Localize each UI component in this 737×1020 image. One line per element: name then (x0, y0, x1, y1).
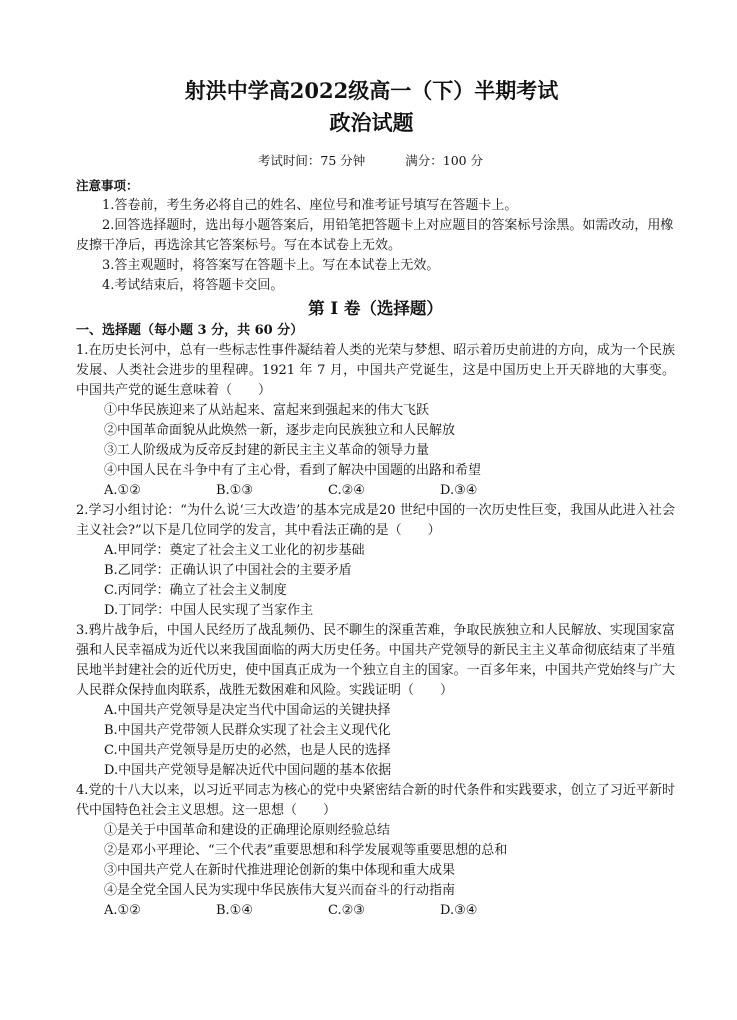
answer-choice: D.③④ (440, 903, 478, 918)
question-stem: 2.学习小组讨论：“为什么说‘三大改造’的基本完成是20 世纪中国的一次历史性巨变，我国从此进入社会主义社会?”以下是几位同学的发言，其中看法正确的是（ ） (76, 503, 675, 538)
question-option: A.中国共产党领导是决定当代中国命运的关键抉择 (104, 703, 391, 718)
question-option: D.中国共产党领导是解决近代中国问题的基本依据 (104, 763, 392, 778)
question-stem: 4.党的十八大以来，以习近平同志为核心的党中央紧密结合新的时代条件和实践要求，创立了习近平新时代中国特色社会主义思想。这一思想（ ） (76, 783, 675, 818)
notice-item: 4.考试结束后，将答题卡交回。 (102, 278, 284, 293)
question-option: ④是全党全国人民为实现中华民族伟大复兴而奋斗的行动指南 (104, 883, 456, 898)
question-option: ①是关于中国革命和建设的正确理论原则经验总结 (104, 823, 391, 838)
question-option: A.甲同学：奠定了社会主义工业化的初步基础 (104, 543, 365, 558)
question-option: C.丙同学：确立了社会主义制度 (104, 583, 287, 598)
answer-choices (104, 901, 675, 921)
section-title: 一、选择题（每小题 3 分，共 60 分） (76, 323, 304, 338)
question-stem: 3.鸦片战争后，中国人民经历了战乱频仍、民不聊生的深重苦难，争取民族独立和人民解放、实现国家富强和人民幸福成为近代以来我国面临的两大历史任务。中国共产党领导的新民主主义革命彻底结束了半殖民地半封建社会的近代历史，使中国真正成为一个独立自主的国家。一百多年来，中国共产党始终与广大人民群众保持血肉联系，战胜无数困难和风险。实践证明（ ） (76, 623, 675, 698)
answer-choice: D.③④ (440, 483, 478, 498)
question-stem: 1.在历史长河中，总有一些标志性事件凝结着人类的光荣与梦想、昭示着历史前进的方向，成为一个民族发展、人类社会进步的里程碑。1921 年 7 月，中国共产党诞生，这是中国历史上开天辟地的大事变。中国共产党的诞生意味着（ ） (76, 343, 675, 398)
notice-item: 1.答卷前，考生务必将自己的姓名、座位号和准考证号填写在答题卡上。 (102, 198, 518, 213)
exam-meta (66, 152, 675, 170)
question-option: ①中华民族迎来了从站起来、富起来到强起来的伟大飞跃 (104, 403, 430, 418)
question-option: ④中国人民在斗争中有了主心骨，看到了解决中国题的出路和希望 (104, 463, 482, 478)
question-option: ③工人阶级成为反帝反封建的新民主主义革命的领导力量 (104, 443, 430, 458)
answer-choice: B.①③ (216, 483, 253, 498)
notice-item: 2.回答选择题时，选出每小题答案后，用铅笔把答题卡上对应题目的答案标号涂黑。如需改动，用橡皮擦干净后，再选涂其它答案标号。写在本试卷上无效。 (76, 218, 674, 253)
exam-score: 满分：100 分 (405, 153, 484, 168)
answer-choice: C.②③ (328, 903, 365, 918)
exam-title: 射洪中学高2022级高一（下）半期考试 (184, 78, 559, 103)
answer-choice: A.①② (104, 903, 141, 918)
question-option: ②是邓小平理论、“三个代表”重要思想和科学发展观等重要思想的总和 (104, 843, 508, 858)
answer-choice: B.①④ (216, 903, 253, 918)
question-1 (76, 341, 675, 501)
notice-item: 3.答主观题时，将答案写在答题卡上。写在本试卷上无效。 (102, 258, 440, 273)
question-option: B.中国共产党带领人民群众实现了社会主义现代化 (104, 723, 391, 738)
question-option: D.丁同学：中国人民实现了当家作主 (104, 603, 314, 618)
exam-time: 考试时间：75 分钟 (257, 153, 366, 168)
answer-choice: C.②④ (328, 483, 365, 498)
notice-heading: 注意事项： (76, 178, 139, 193)
question-2 (76, 501, 675, 621)
answer-choices (104, 481, 675, 501)
question-option: B.乙同学：正确认识了中国社会的主要矛盾 (104, 563, 352, 578)
exam-subtitle: 政治试题 (329, 110, 414, 135)
question-option: C.中国共产党领导是历史的必然，也是人民的选择 (104, 743, 391, 758)
question-option: ②中国革命面貌从此焕然一新，逐步走向民族独立和人民解放 (104, 423, 456, 438)
question-3 (76, 621, 675, 781)
volume-title: 第 I 卷（选择题） (308, 299, 443, 318)
question-option: ③中国共产党人在新时代推进理论创新的集中体现和重大成果 (104, 863, 456, 878)
question-4 (76, 781, 675, 921)
answer-choice: A.①② (104, 483, 141, 498)
